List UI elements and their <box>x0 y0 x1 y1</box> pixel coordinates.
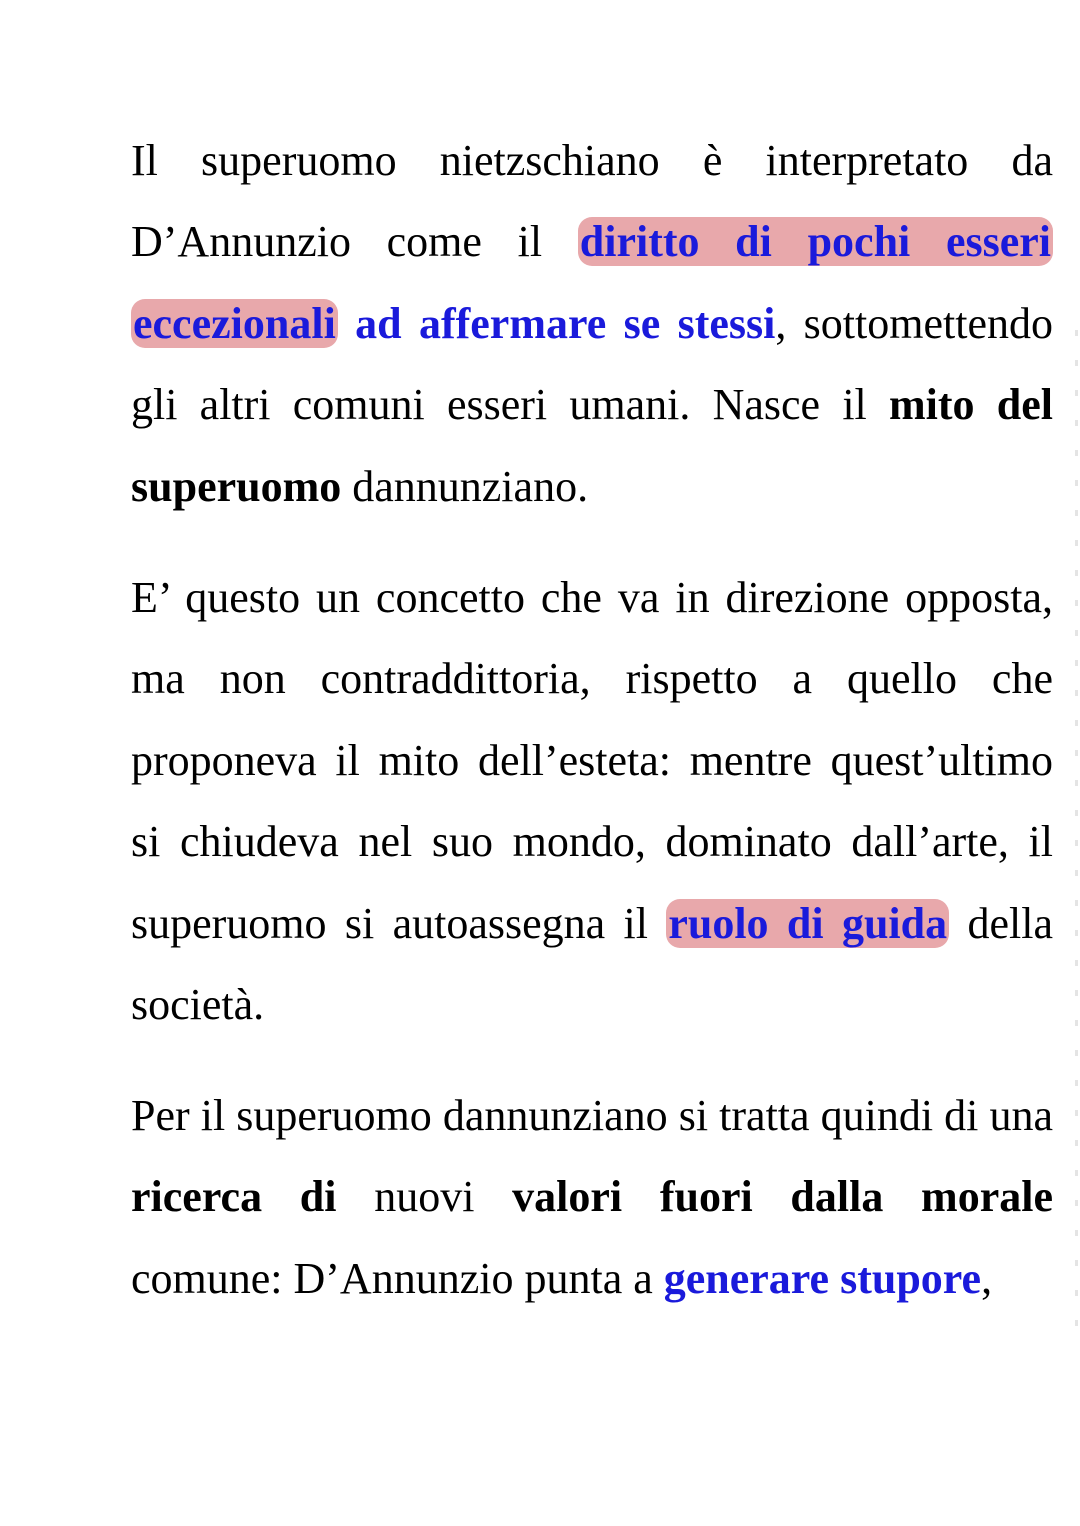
text-span: dannunziano. <box>341 461 589 511</box>
highlighted-phrase: diritto di pochi esseri eccezionali <box>133 217 1052 348</box>
text-span: Per il superuomo dannunziano si tratta quindi di una <box>131 1091 1053 1140</box>
highlighted-phrase: ruolo di guida <box>668 898 948 948</box>
paragraph-esteta-comparison <box>131 557 1053 1045</box>
page-edge-marks <box>1075 330 1078 1330</box>
text-span: della società. <box>131 898 1053 1030</box>
text-span <box>338 299 355 348</box>
text-span: , <box>981 1253 993 1303</box>
blue-bold-phrase: ad affermare se stessi <box>355 298 776 348</box>
paragraph-ricerca-valori <box>131 1075 1053 1319</box>
bold-phrase: mito del superuomo <box>131 380 1053 511</box>
paragraph-superuomo-definition <box>131 120 1053 527</box>
text-span: nuovi <box>336 1172 513 1222</box>
bold-phrase: valori fuori dalla morale <box>512 1172 1053 1222</box>
text-span: , sottomettendo gli altri comuni esseri umani. Nasce il <box>131 298 1053 430</box>
bold-phrase: ricerca di <box>131 1172 337 1222</box>
text-span: Il superuomo nietzschiano è interpretato da D’Annunzio come il <box>131 136 1053 267</box>
text-span: comune: D’Annunzio punta a <box>131 1253 664 1303</box>
blue-bold-phrase: generare stupore <box>663 1253 982 1303</box>
text-span: E’ questo un concetto che va in direzione opposta, ma non contraddittoria, rispetto a quello che proponeva il mito dell’esteta: mentre quest’ultimo si chiudeva nel suo mondo, dominato dall’arte, il superuomo si autoassegna il <box>131 573 1053 948</box>
